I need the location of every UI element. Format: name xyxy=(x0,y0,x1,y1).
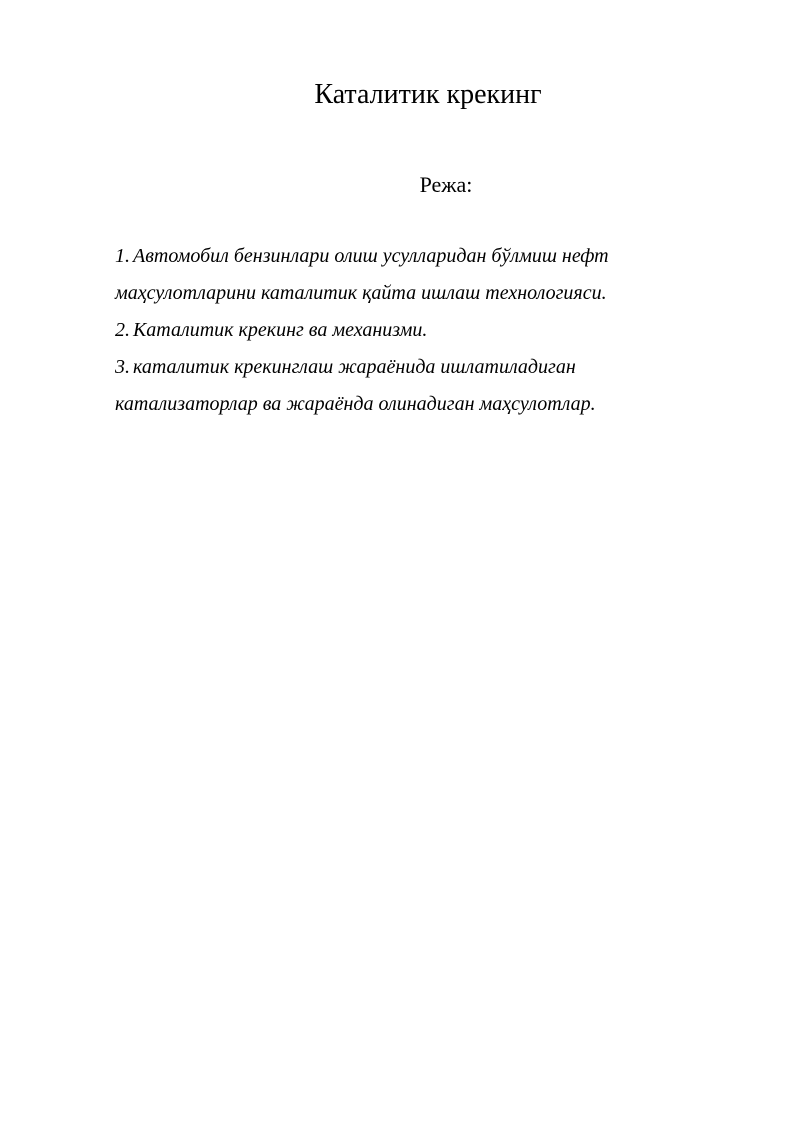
plan-item-number: 3. xyxy=(115,356,130,378)
plan-item-1 xyxy=(115,238,695,275)
document-title: Каталитик крекинг xyxy=(314,79,542,110)
plan-item-3-continuation xyxy=(115,386,695,423)
plan-heading: Режа: xyxy=(419,172,473,197)
plan-item-text: Каталитик крекинг ва механизми. xyxy=(133,319,428,341)
plan-item-number: 1. xyxy=(115,245,130,267)
plan-item-text: каталитик крекинглаш жараёнида ишлатиладиган xyxy=(133,356,576,378)
plan-item-text: маҳсулотларини каталитик қайта ишлаш технологияси. xyxy=(115,282,607,304)
plan-item-1-continuation xyxy=(115,275,695,312)
plan-item-text: катализаторлар ва жараёнда олинадиган маҳсулотлар. xyxy=(115,393,596,415)
plan-item-text: Автомобил бензинлари олиш усулларидан бўлмиш нефт xyxy=(133,245,609,267)
plan-item-2 xyxy=(115,312,695,349)
plan-item-3 xyxy=(115,349,695,386)
plan-list xyxy=(115,238,695,423)
plan-item-number: 2. xyxy=(115,319,130,341)
